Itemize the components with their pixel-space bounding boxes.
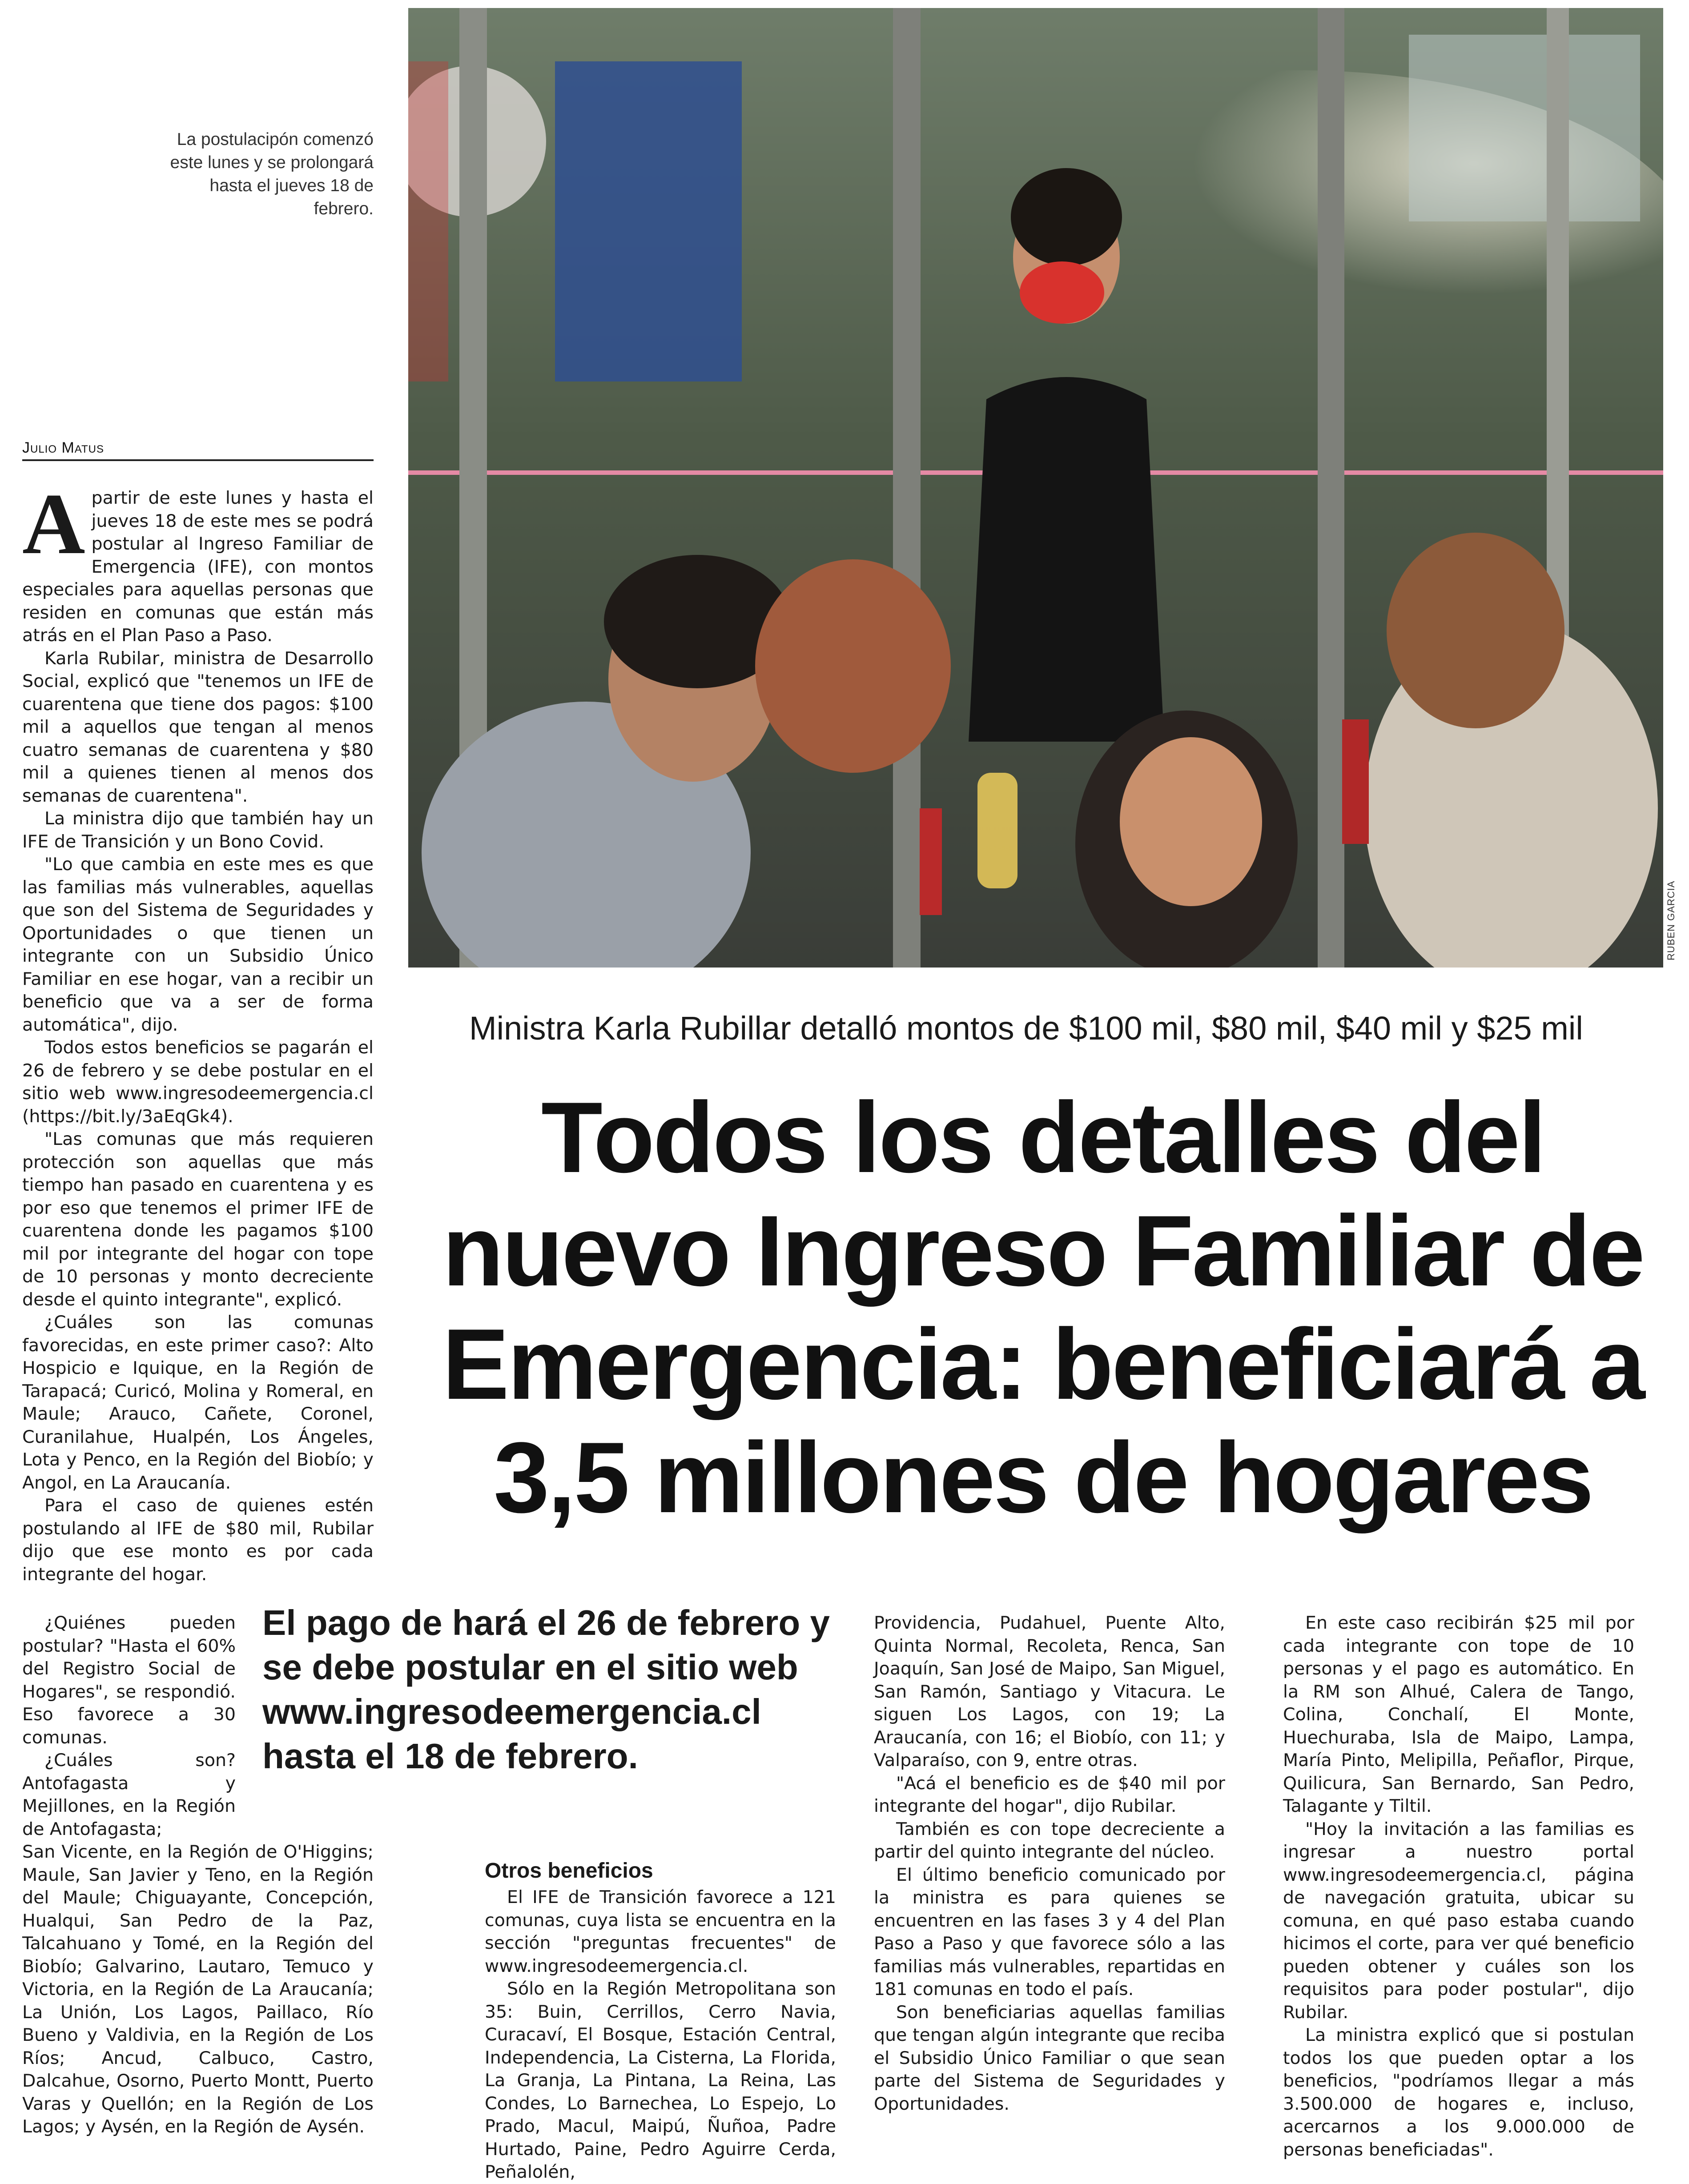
photo-credit: RUBEN GARCIA bbox=[1665, 880, 1677, 960]
article-column-1-narrow bbox=[22, 1612, 236, 1841]
paragraph: "Hoy la invitación a las familias es ingresar a nuestro portal www.ingresodeemergencia.cl, página de navegación gratuita, ubicar su comuna, en qué paso estaba cuando hicimos el corte, para ver qué beneficio pueden obtener y cuáles son los requisitos para poder postular", dijo Rubilar. bbox=[1283, 1819, 1634, 2023]
paragraph: ¿Quiénes pueden postular? "Hasta el 60% del Registro Social de Hogares", se respondió. Eso favorece a 30 comunas. bbox=[22, 1613, 236, 1748]
article-column-2 bbox=[485, 1859, 836, 2184]
article-column-1 bbox=[22, 476, 374, 1586]
subhead: Otros beneficios bbox=[485, 1859, 653, 1883]
news-photo bbox=[408, 8, 1663, 968]
paragraph: La ministra dijo que también hay un IFE de Transición y un Bono Covid. bbox=[22, 808, 374, 852]
photo-caption: La postulacipón comenzó este lunes y se prolongará hasta el jueves 18 de febrero. bbox=[170, 130, 374, 218]
paragraph: Todos estos beneficios se pagarán el 26 de febrero y se debe postular en el sitio web www.ingresodeemergencia.cl (https://bit.ly/3aEqGk4). bbox=[22, 1037, 374, 1127]
restaurant-terrace-photo bbox=[408, 8, 1663, 968]
paragraph: Para el caso de quienes estén postulando al IFE de $80 mil, Rubilar dijo que ese monto es por cada integrante del hogar. bbox=[22, 1495, 374, 1585]
paragraph: "Acá el beneficio es de $40 mil por integrante del hogar", dijo Rubilar. bbox=[874, 1773, 1225, 1816]
kicker: Ministra Karla Rubillar detalló montos de $100 mil, $80 mil, $40 mil y $25 mil bbox=[469, 1010, 1583, 1047]
deck: El pago de hará el 26 de febrero y se debe postular en el sitio web www.ingresodeemergencia.cl hasta el 18 de febrero. bbox=[262, 1603, 830, 1776]
paragraph: Providencia, Pudahuel, Puente Alto, Quinta Normal, Recoleta, Renca, San Joaquín, San José de Maipo, San Miguel, San Ramón, Santiago y Vitacura. Le siguen Los Lagos, con 19; La Araucanía, con 16; el Biobío, con 11; y Valparaíso, con 9, entre otras. bbox=[874, 1613, 1225, 1770]
paragraph: "Las comunas que más requieren protección son aquellas que más tiempo han pasado en cuarentena y es por eso que tenemos el primer IFE de cuarentena donde les pagamos $100 mil por integrante del hogar con tope de 10 personas y monto decreciente desde el quinto integrante", explicó. bbox=[22, 1129, 374, 1310]
paragraph: Karla Rubilar, ministra de Desarrollo Social, explicó que "tenemos un IFE de cuarentena que tiene dos pagos: $100 mil a aquellos que tengan al menos cuatro semanas de cuarentena y $80 mil a quienes tienen al menos dos semanas de cuarentena". bbox=[22, 648, 374, 806]
headline: Todos los detalles del nuevo Ingreso Familiar de Emergencia: beneficiará a 3,5 millones de hogares bbox=[442, 1081, 1644, 1534]
paragraph: También es con tope decreciente a partir del quinto integrante del núcleo. bbox=[874, 1819, 1225, 1862]
paragraph: La ministra explicó que si postulan todos los que pueden optar a los beneficios, "podríamos llegar a más 3.500.000 de hogares e, incluso, acercarnos a los 9.000.000 de personas beneficiadas". bbox=[1283, 2025, 1634, 2160]
paragraph: Son beneficiarias aquellas familias que tengan algún integrante que reciba el Subsidio Único Familiar o que sean parte del Sistema de Seguridades y Oportunidades. bbox=[874, 2002, 1225, 2114]
paragraph: El último beneficio comunicado por la ministra es para quienes se encuentren en las fases 3 y 4 del Plan Paso a Paso y que favorece sólo a las familias más vulnerables, repartidas en 181 comunas en todo el país. bbox=[874, 1864, 1225, 1999]
article-column-1-bottom bbox=[22, 1841, 374, 2139]
byline: Julio Matus bbox=[22, 439, 374, 461]
paragraph: ¿Cuáles son? Antofagasta y Mejillones, en la Región de Antofagasta; bbox=[22, 1750, 236, 1839]
paragraph: "Lo que cambia en este mes es que las familias más vulnerables, aquellas que son del Sistema de Seguridades y Oportunidades o que tienen un integrante con un Subsidio Único Familiar en ese hogar, van a recibir un beneficio que va a ser de forma automática", dijo. bbox=[22, 854, 374, 1035]
paragraph: En este caso recibirán $25 mil por cada integrante con tope de 10 personas y el pago es automático. En la RM son Alhué, Calera de Tango, Colina, Conchalí, El Monte, Huechuraba, Isla de Maipo, Lampa, María Pinto, Melipilla, Peñaflor, Pirque, Quilicura, San Bernardo, San Pedro, Talagante y Tiltil. bbox=[1283, 1613, 1634, 1816]
paragraph: San Vicente, en la Región de O'Higgins; Maule, San Javier y Teno, en la Región del Maule; Chiguayante, Concepción, Hualqui, San Pedro de la Paz, Talcahuano y Tomé, en la Región del Biobío; Galvarino, Lautaro, Temuco y Victoria, en la Región de La Araucanía; La Unión, Los Lagos, Paillaco, Río Bueno y Valdivia, en la Región de Los Ríos; Ancud, Calbuco, Castro, Dalcahue, Osorno, Puerto Montt, Puerto Varas y Quellón; en la Región de Los Lagos; y Aysén, en la Región de Aysén. bbox=[22, 1842, 374, 2137]
paragraph: ¿Cuáles son las comunas favorecidas, en este primer caso?: Alto Hospicio e Iquique, en la Región de Tarapacá; Curicó, Molina y Romeral, en Maule; Arauco, Cañete, Coronel, Curanilahue, Hualpén, Los Ángeles, Lota y Penco, en la Región del Biobío; y Angol, en La Araucanía. bbox=[22, 1312, 374, 1493]
article-column-3 bbox=[874, 1612, 1225, 2116]
paragraph: Sólo en la Región Metropolitana son 35: Buin, Cerrillos, Cerro Navia, Curacaví, El Bosque, Estación Central, Independencia, La Cisterna, La Florida, La Granja, La Pintana, La Reina, Las Condes, Lo Barnechea, Lo Espejo, Lo Prado, Macul, Maipú, Ñuñoa, Padre Hurtado, Paine, Pedro Aguirre Cerda, Peñalolén, bbox=[485, 1979, 836, 2182]
article-column-4 bbox=[1283, 1612, 1634, 2161]
paragraph: Apartir de este lunes y hasta el jueves 18 de este mes se podrá postular al Ingreso Familiar de Emergencia (IFE), con montos especiales para aquellas personas que residen en comunas que están más atrás en el Plan Paso a Paso. bbox=[22, 476, 374, 646]
paragraph: El IFE de Transición favorece a 121 comunas, cuya lista se encuentra en la sección "preguntas frecuentes" de www.ingresodeemergencia.cl. bbox=[485, 1887, 836, 1976]
drop-cap: A bbox=[22, 476, 85, 572]
